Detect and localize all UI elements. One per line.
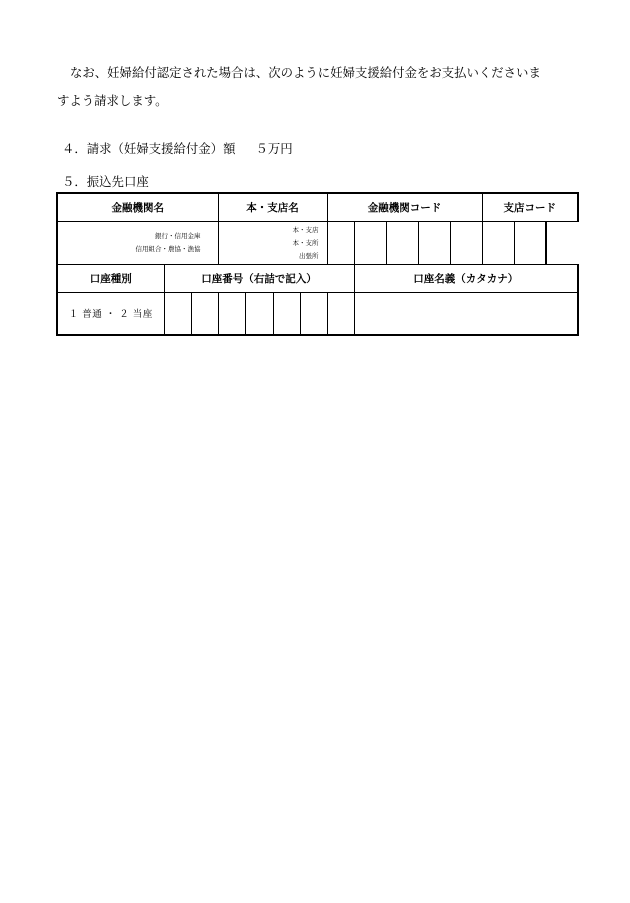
institution-code-box-4[interactable] <box>418 222 450 265</box>
branch-type-line-3: 出張所 <box>299 251 319 260</box>
account-number-box-4[interactable] <box>245 293 273 335</box>
account-holder-field[interactable] <box>354 293 578 335</box>
institution-type-line-2: 信用組合・農協・漁協 <box>135 245 201 253</box>
branch-code-box-1[interactable] <box>450 222 482 265</box>
input-row-2 <box>57 293 578 335</box>
branch-code-box-2[interactable] <box>482 222 514 265</box>
institution-code-box-3[interactable] <box>386 222 418 265</box>
input-row-1 <box>57 222 578 265</box>
claim-amount-label: ４．請求（妊婦支援給付金）額 <box>62 141 236 156</box>
header-branch-name: 本・支店名 <box>218 193 327 222</box>
header-account-type: 口座種別 <box>57 265 164 293</box>
account-number-box-5[interactable] <box>273 293 300 335</box>
header-institution-code: 金融機関コード <box>327 193 482 222</box>
header-branch-code: 支店コード <box>482 193 578 222</box>
account-type-options[interactable]: １ 普通 ・ ２ 当座 <box>57 293 164 335</box>
account-number-box-2[interactable] <box>191 293 218 335</box>
claim-amount-line <box>62 139 293 157</box>
claim-amount-value: ５万円 <box>255 141 293 156</box>
header-row-1 <box>57 193 578 222</box>
branch-type-line-1: 本・支店 <box>292 225 319 234</box>
bank-account-table <box>56 192 579 336</box>
institution-name-field[interactable] <box>57 222 218 265</box>
note-line-1: なお、妊婦給付認定された場合は、次のように妊婦支援給付金をお支払いくださいま <box>70 65 541 80</box>
institution-code-box-2[interactable] <box>354 222 386 265</box>
note-line-2: すよう請求します。 <box>57 93 168 108</box>
header-row-2 <box>57 265 578 293</box>
header-account-holder: 口座名義（カタカナ） <box>354 265 578 293</box>
branch-name-field[interactable] <box>218 222 327 265</box>
account-number-box-7[interactable] <box>327 293 354 335</box>
account-number-box-3[interactable] <box>218 293 245 335</box>
note-paragraph <box>57 59 579 115</box>
branch-code-box-3[interactable] <box>514 222 546 265</box>
account-number-box-6[interactable] <box>300 293 327 335</box>
header-account-number: 口座番号（右詰で記入） <box>164 265 354 293</box>
header-institution-name: 金融機関名 <box>57 193 218 222</box>
account-number-box-1[interactable] <box>164 293 191 335</box>
transfer-account-heading: ５．振込先口座 <box>62 174 149 189</box>
branch-type-line-2: 本・支所 <box>292 238 319 247</box>
institution-type-line-1: 銀行・信用金庫 <box>155 232 201 240</box>
institution-code-box-1[interactable] <box>327 222 354 265</box>
